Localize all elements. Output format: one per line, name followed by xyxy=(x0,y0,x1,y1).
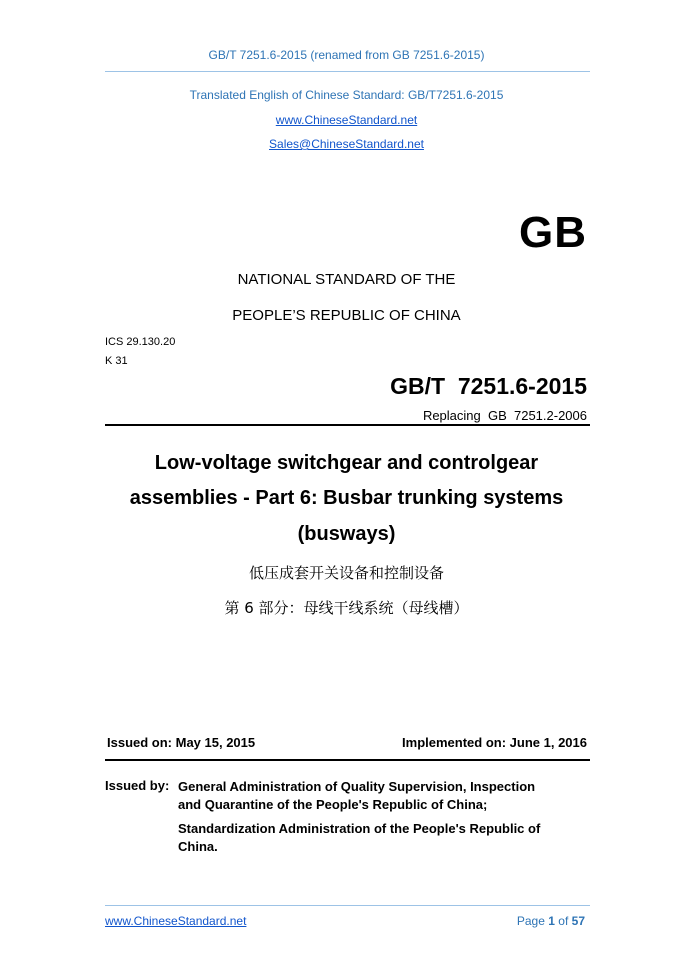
gb-logo: GB xyxy=(519,208,587,257)
title-line3: (busways) xyxy=(297,523,396,545)
national-standard-line2: PEOPLE’S REPUBLIC OF CHINA xyxy=(232,307,461,324)
page-indicator xyxy=(517,914,585,928)
page-of: of xyxy=(558,914,569,928)
issuer-1-line1: General Administration of Quality Supervision, Inspection xyxy=(178,779,536,794)
footer-website-wrap xyxy=(105,914,246,928)
ccs-code: K 31 xyxy=(105,355,128,367)
cn-title-line2: 第 6 部分：母线干线系统（母线槽） xyxy=(224,599,469,617)
issued-on: Issued on: May 15, 2015 xyxy=(107,735,256,750)
title-line2: assemblies - Part 6: Busbar trunking systems xyxy=(129,487,564,509)
title-divider xyxy=(105,424,590,426)
cn-title-line1: 低压成套开关设备和控制设备 xyxy=(248,564,444,582)
page-current: 1 xyxy=(548,914,555,928)
website-link[interactable]: www.ChineseStandard.net xyxy=(275,113,418,127)
ics-code: ICS 29.130.20 xyxy=(105,336,176,348)
email-link[interactable]: Sales@ChineseStandard.net xyxy=(269,137,424,151)
email-link-wrap xyxy=(0,137,693,151)
title-line1: Low-voltage switchgear and controlgear xyxy=(154,452,539,474)
issuer-2 xyxy=(178,820,540,856)
implemented-on: Implemented on: June 1, 2016 xyxy=(402,735,587,750)
translation-line: Translated English of Chinese Standard: GB/T7251.6-2015 xyxy=(189,88,504,102)
dates-divider xyxy=(105,759,590,761)
page-label: Page xyxy=(516,914,545,928)
issuer-1-line2: and Quarantine of the People's Republic of China; xyxy=(178,797,488,812)
issuer-2-line2: China. xyxy=(178,839,218,854)
footer-divider xyxy=(105,905,590,906)
issuer-1 xyxy=(178,778,535,814)
standard-number: GB/T 7251.6-2015 xyxy=(390,373,587,399)
replacing-note: Replacing GB 7251.2-2006 xyxy=(422,408,587,423)
national-standard-line1: NATIONAL STANDARD OF THE xyxy=(237,271,456,288)
page-total: 57 xyxy=(571,914,585,928)
issued-by-label: Issued by: xyxy=(105,778,170,793)
website-link-wrap xyxy=(0,113,693,127)
issuer-2-line1: Standardization Administration of the People's Republic of xyxy=(178,821,541,836)
header-divider xyxy=(105,71,590,72)
footer-website-link[interactable]: www.ChineseStandard.net xyxy=(105,914,247,928)
doc-reference: GB/T 7251.6-2015 (renamed from GB 7251.6-2015) xyxy=(208,48,485,62)
